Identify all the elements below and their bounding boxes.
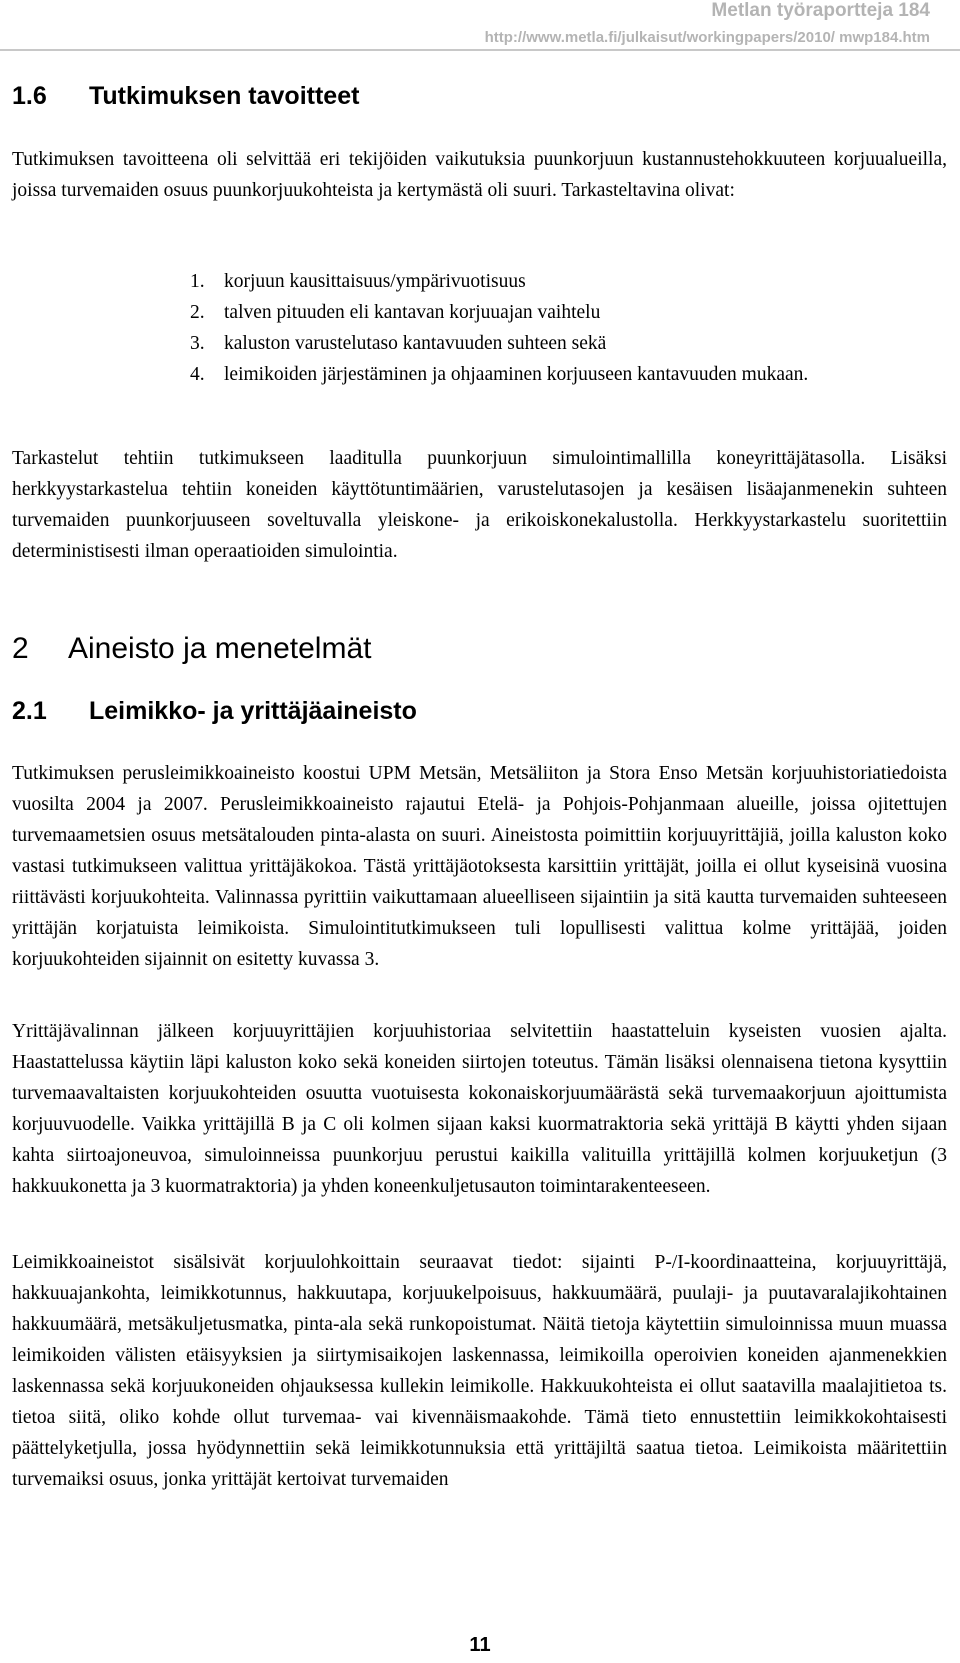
list-item-number: 1.: [190, 271, 205, 292]
list-item-number: 4.: [190, 364, 205, 385]
list-item: [190, 328, 947, 359]
section-number: 2.1: [12, 697, 47, 725]
section-heading-1-6: [12, 82, 359, 111]
list-item-number: 2.: [190, 302, 205, 323]
objectives-outro-paragraph: Tarkastelut tehtiin tutkimukseen laaditulla puunkorjuun simulointimallilla koneyrittäjätasolla. Lisäksi herkkyystarkastelua tehtiin koneiden käyttötuntimäärien, varustelutasojen ja kesäisen lisäajanmenekin suhteen turvemaiden puunkorjuuseen soveltuvalla yleiskone- ja erikoiskonekalustolla. Herkkyystarkastelu suoritettiin deterministisesti ilman operaatioiden simulointia.: [12, 448, 947, 562]
section-heading-2-1: [12, 697, 417, 726]
body-paragraph: Tutkimuksen perusleimikkoaineisto koostui UPM Metsän, Metsäliiton ja Stora Enso Metsän korjuuhistoriatiedoista vuosilta 2004 ja 2007. Perusleimikkoaineisto rajautui Etelä- ja Pohjois-Pohjanmaan alueille, joissa ojitettujen turvemaametsien osuus metsätalouden pinta-alasta on suuri. Aineistosta poimittiin korjuuyrittäjiä, joilla kaluston koko vastasi tutkimukseen valittua yrittäjäkokoa. Tästä yrittäjäotoksesta karsittiin yrittäjät, joilla ei ollut kyseisinä vuosina riittävästi korjuukohteita. Valinnassa pyrittiin vaikuttamaan alueelliseen sijaintiin ja sitä kautta turvemaiden suhteeseen yrittäjän korjatuista leimikoista. Simulointitutkimukseen tuli lopullisesti valittua kolme yrittäjää, joiden korjuukohteiden sijainnit on esitetty kuvassa 3.: [12, 763, 947, 970]
list-item-text: kaluston varustelutaso kantavuuden suhteen sekä: [224, 333, 607, 354]
list-item: [190, 297, 947, 328]
section-title: Tutkimuksen tavoitteet: [89, 82, 360, 110]
chapter-title: Aineisto ja menetelmät: [68, 632, 372, 665]
list-item-text: korjuun kausittaisuus/ympärivuotisuus: [224, 271, 526, 292]
list-item: [190, 359, 947, 390]
chapter-heading-2: [12, 632, 372, 666]
list-item-text: talven pituuden eli kantavan korjuuajan vaihtelu: [224, 302, 601, 323]
section-number: 1.6: [12, 82, 47, 110]
page-number: 11: [469, 1634, 491, 1656]
series-title: Metlan työraportteja 184: [711, 0, 930, 21]
body-paragraph: Leimikkoaineistot sisälsivät korjuulohkoittain seuraavat tiedot: sijainti P-/I-koordinaatteina, korjuuyrittäjä, hakkuuajankohta, leimikkotunnus, hakkuutapa, korjuukelpoisuus, hakkuumäärä, puulaji- ja puutavaralajikohtainen hakkuumäärä, metsäkuljetusmatka, pinta-ala sekä runkopoistumat. Näitä tietoja käytettiin simuloinnissa muun muassa leimikoiden välisten etäisyyksien ja siirtymisaikojen laskennassa, leimikoilla operoivien koneiden ajanmenekkien laskennassa sekä korjuukoneiden ohjauksessa kullekin leimikolle. Hakkuukohteista ei ollut saatavilla maalajitietoa ts. tietoa siitä, oliko kohde ollut turvemaa- vai kivennäismaakohde. Tämä tieto ennustettiin leimikkokohtaisesti päättelyketjulla, jossa hyödynnettiin sekä leimikkotunnuksia että yrittäjiltä saatua tietoa. Leimikoista määritettiin turvemaiksi osuus, jonka yrittäjät kertoivat turvemaiden: [12, 1252, 947, 1490]
chapter-number: 2: [12, 632, 29, 665]
header-url-link[interactable]: http://www.metla.fi/julkaisut/workingpapers/2010/ mwp184.htm: [484, 29, 930, 46]
list-item: [190, 266, 947, 297]
objectives-intro-paragraph: Tutkimuksen tavoitteena oli selvittää eri tekijöiden vaikutuksia puunkorjuun kustannustehokkuuteen korjuualueilla, joissa turvemaiden osuus puunkorjuukohteista ja kertymästä oli suuri. Tarkasteltavina olivat:: [12, 149, 947, 201]
running-header: [485, 0, 930, 48]
list-item-text: leimikoiden järjestäminen ja ohjaaminen korjuuseen kantavuuden mukaan.: [224, 364, 809, 385]
objectives-list: [190, 266, 947, 390]
body-paragraph: Yrittäjävalinnan jälkeen korjuuyrittäjien korjuuhistoriaa selvitettiin haastatteluin kyseisten vuosien ajalta. Haastattelussa käytiin läpi kaluston koko sekä koneiden siirtojen toteutus. Tämän lisäksi olennaisena tietona kysyttiin turvemaavaltaisten korjuukohteiden osuutta vuotuisesta kokonaiskorjuumäärästä sekä turvemaakorjuun ajoittumista korjuuvuodelle. Vaikka yrittäjillä B ja C oli kolmen sijaan kaksi kuormatraktoria sekä yrittäjä B käytti yhden sijaan kahta siirtoajoneuvoa, simuloinneissa puunkorjuu perustui kaikilla valituilla yrittäjillä kolmen korjuuketjun (3 hakkuukonetta ja 3 kuormatraktoria) ja yhden koneenkuljetusauton toimintarakenteeseen.: [12, 1021, 947, 1197]
section-title: Leimikko- ja yrittäjäaineisto: [89, 697, 417, 725]
header-divider: [0, 49, 960, 51]
list-item-number: 3.: [190, 333, 205, 354]
